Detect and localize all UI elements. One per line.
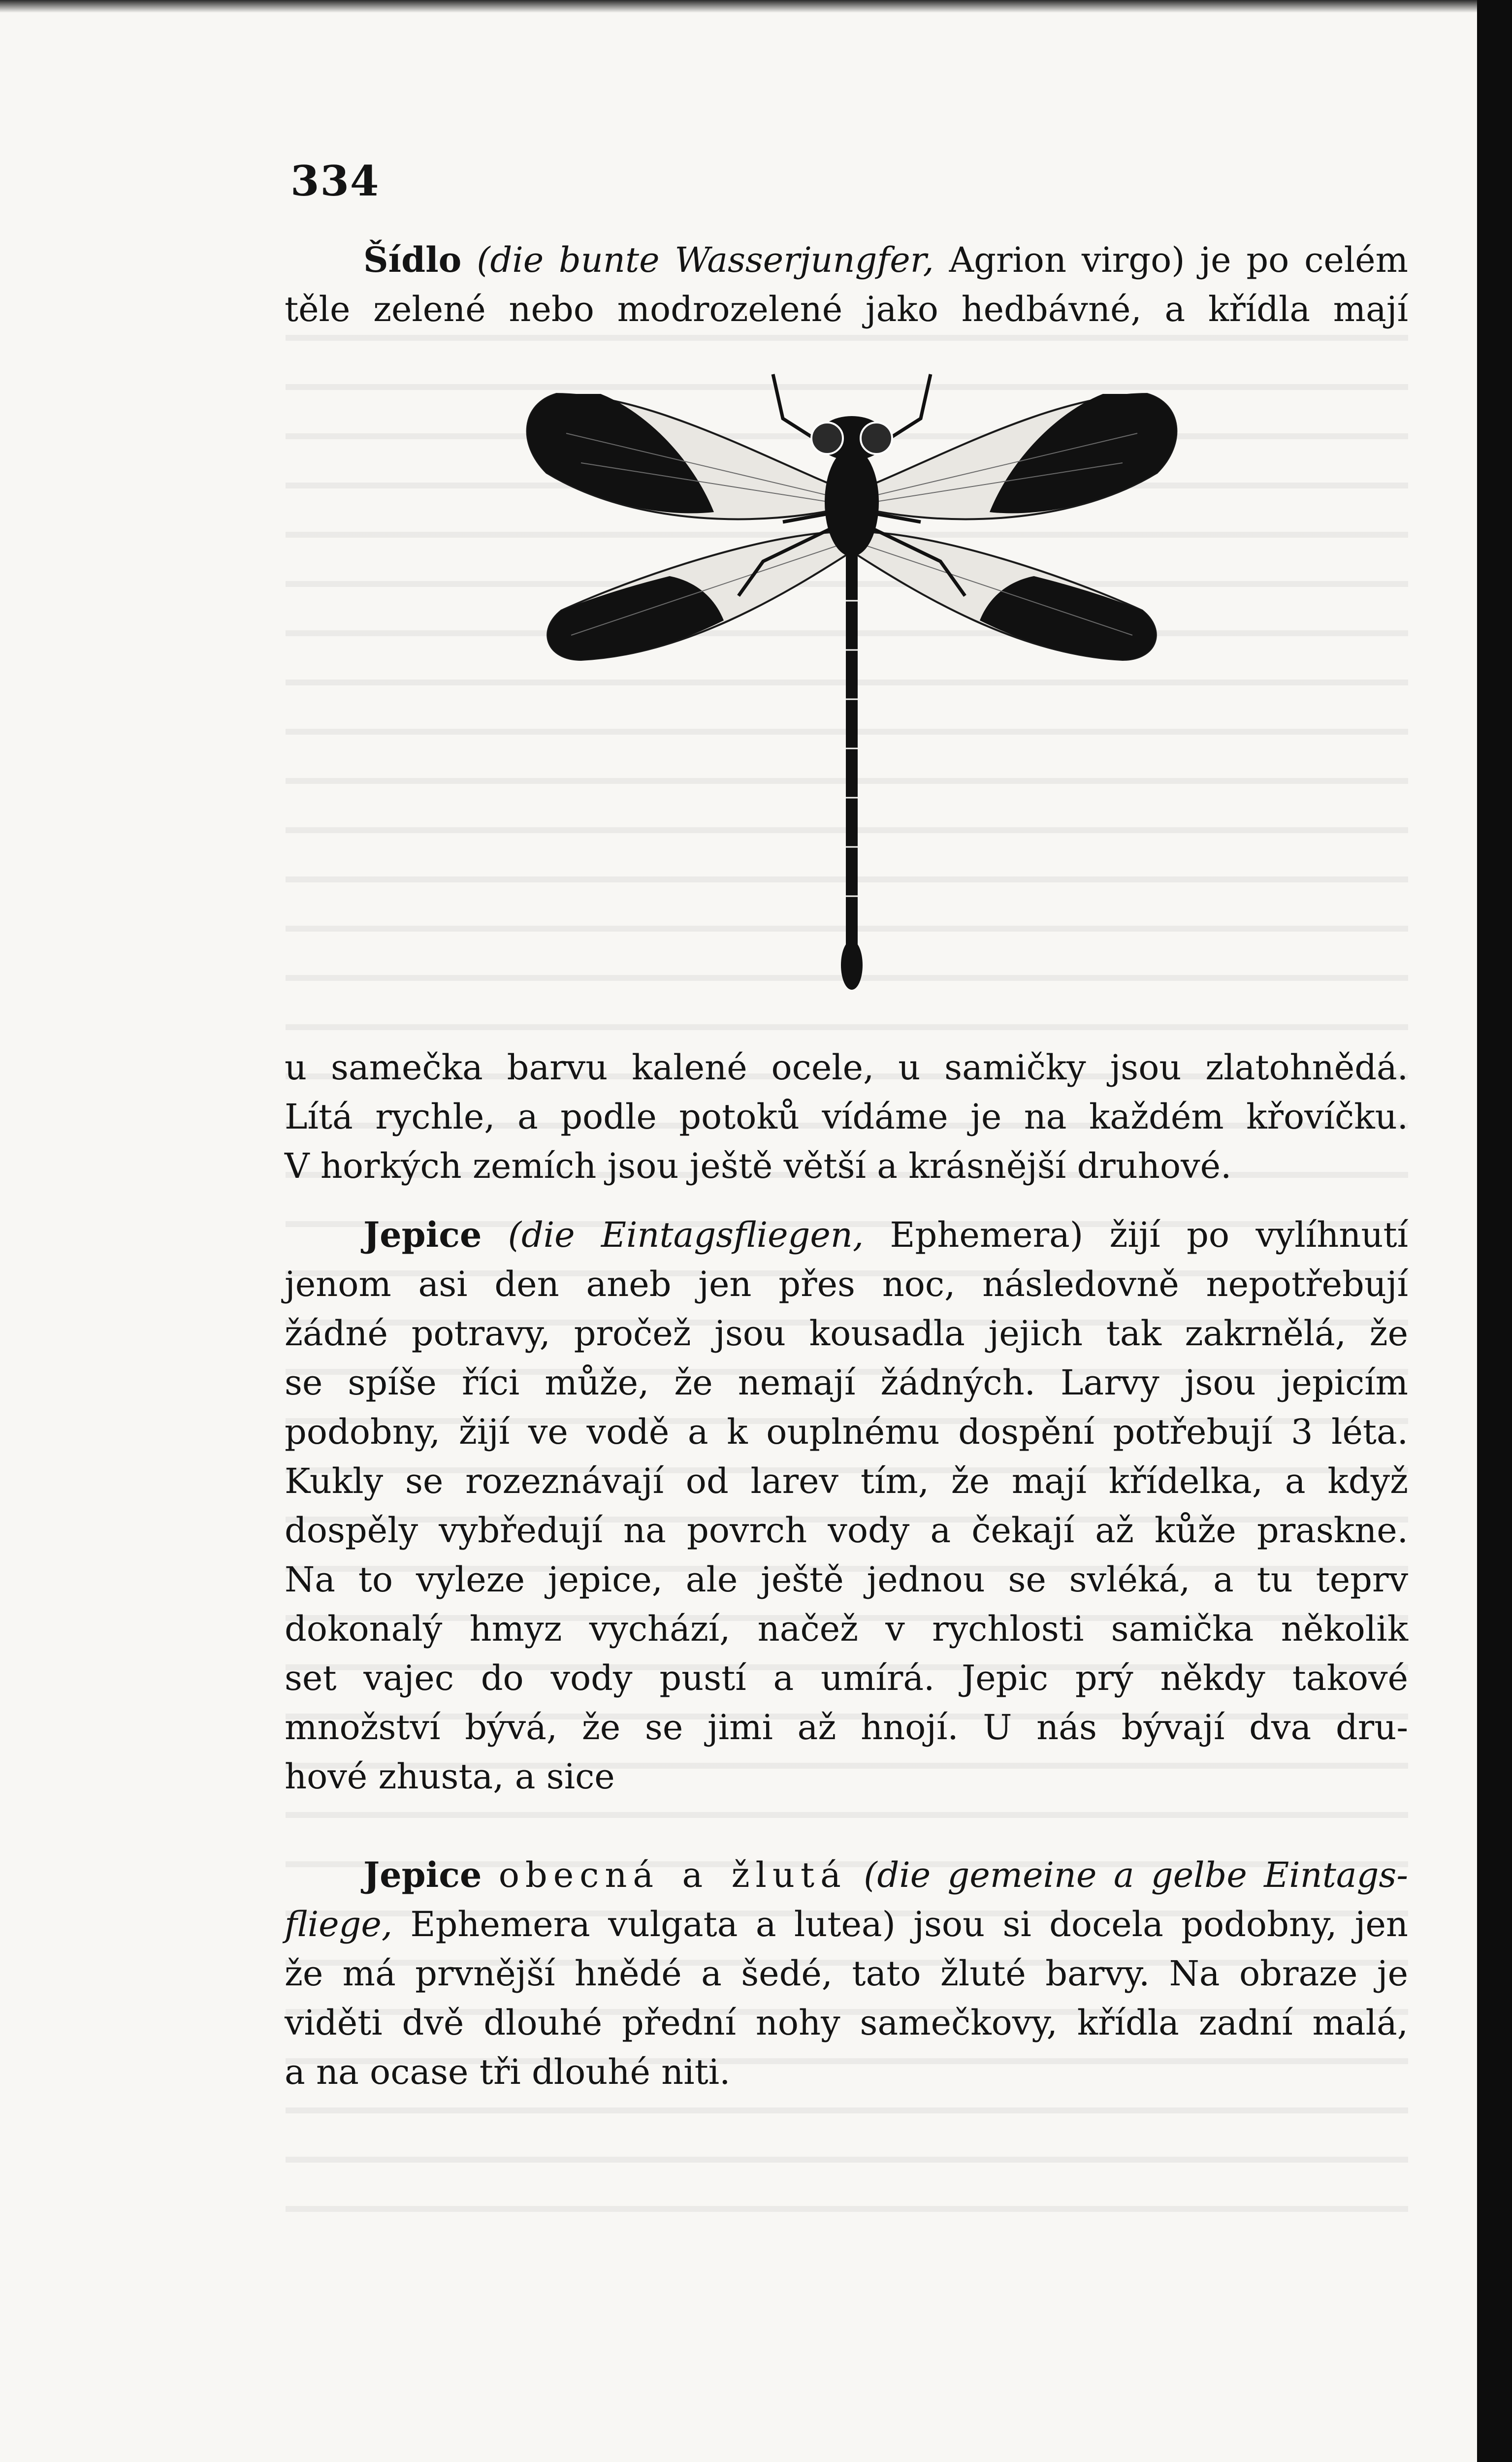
text-line: jenom asi den aneb jen přes noc, následovně nepotřebují xyxy=(285,1264,1408,1304)
scan-top-edge xyxy=(0,0,1512,13)
text-line: množství bývá, že se jimi až hnojí. U nás bývají dva dru- xyxy=(285,1707,1408,1748)
text-line: těle zelené nebo modrozelené jako hedbávné, a křídla mají xyxy=(285,289,1408,329)
text-line: V horkých zemích jsou ještě větší a krásnější druhové. xyxy=(285,1146,1232,1186)
line-text: Ephemera) žijí po vylíhnutí xyxy=(890,1215,1408,1255)
wing-lower-right-band xyxy=(980,576,1156,660)
paragraph-sidlo-continued xyxy=(285,1043,1408,1191)
text-line xyxy=(285,235,1408,285)
german-name: fliege, xyxy=(285,1904,392,1944)
text-line: u samečka barvu kalené ocele, u samičky jsou zlatohnědá. xyxy=(285,1047,1408,1088)
wing-lower-left-band xyxy=(547,576,724,660)
text-line: dokonalý hmyz vychází, načež v rychlosti samička několik xyxy=(285,1609,1408,1649)
scan-right-edge xyxy=(1477,0,1512,2462)
text-line: žádné potravy, pročež jsou kousadla jejich tak zakrnělá, že xyxy=(285,1313,1408,1354)
text-line: že má prvnější hnědé a šedé, tato žluté barvy. Na obraze je xyxy=(285,1953,1408,1994)
abdomen-tip xyxy=(841,940,863,990)
text-line: a na ocase tři dlouhé niti. xyxy=(285,2052,731,2092)
term-heading: Jepice xyxy=(363,1214,482,1255)
dragonfly-illustration xyxy=(507,364,1196,1004)
thorax xyxy=(825,448,879,556)
text-line: hové zhusta, a sice xyxy=(285,1756,615,1797)
eye-right xyxy=(861,422,892,454)
page-number: 334 xyxy=(290,157,380,205)
text-line: dospěly vybředují na povrch vody a čekají až kůže praskne. xyxy=(285,1510,1408,1551)
german-name: (die Eintagsfliegen, xyxy=(508,1215,864,1255)
line-text: Ephemera vulgata a lutea) jsou si docela podobny, jen xyxy=(410,1904,1408,1944)
paragraph-sidlo-intro xyxy=(285,235,1408,334)
dragonfly-icon xyxy=(527,374,1177,990)
german-name: (die bunte Wasserjungfer, xyxy=(477,240,934,280)
term-heading: Jepice xyxy=(363,1854,482,1895)
german-name: (die gemeine a gelbe Eintags- xyxy=(864,1855,1408,1895)
paragraph-jepice-obecna xyxy=(285,1850,1408,2097)
eye-left xyxy=(811,422,843,454)
text-line: Kukly se rozeznávají od larev tím, že mají křídelka, a když xyxy=(285,1461,1408,1501)
text-line xyxy=(285,1900,1408,1949)
abdomen xyxy=(846,551,858,975)
text-line: podobny, žijí ve vodě a k ouplnému dospění potřebují 3 léta. xyxy=(285,1412,1408,1452)
text-line xyxy=(285,1210,1408,1260)
line-text: Agrion virgo) je po celém xyxy=(949,240,1408,280)
text-line: Lítá rychle, a podle potoků vídáme je na každém křovíčku. xyxy=(285,1097,1408,1137)
text-line: set vajec do vody pustí a umírá. Jepic prý někdy takové xyxy=(285,1658,1408,1698)
species-name: obecná a žlutá xyxy=(498,1855,847,1895)
text-line xyxy=(285,1850,1408,1900)
term-heading: Šídlo xyxy=(363,239,462,280)
paragraph-jepice xyxy=(285,1210,1408,1801)
text-line: viděti dvě dlouhé přední nohy samečkovy, křídla zadní malá, xyxy=(285,2003,1408,2043)
text-line: se spíše říci může, že nemají žádných. Larvy jsou jepicím xyxy=(285,1362,1408,1403)
text-line: Na to vyleze jepice, ale ještě jednou se svléká, a tu teprv xyxy=(285,1559,1408,1600)
